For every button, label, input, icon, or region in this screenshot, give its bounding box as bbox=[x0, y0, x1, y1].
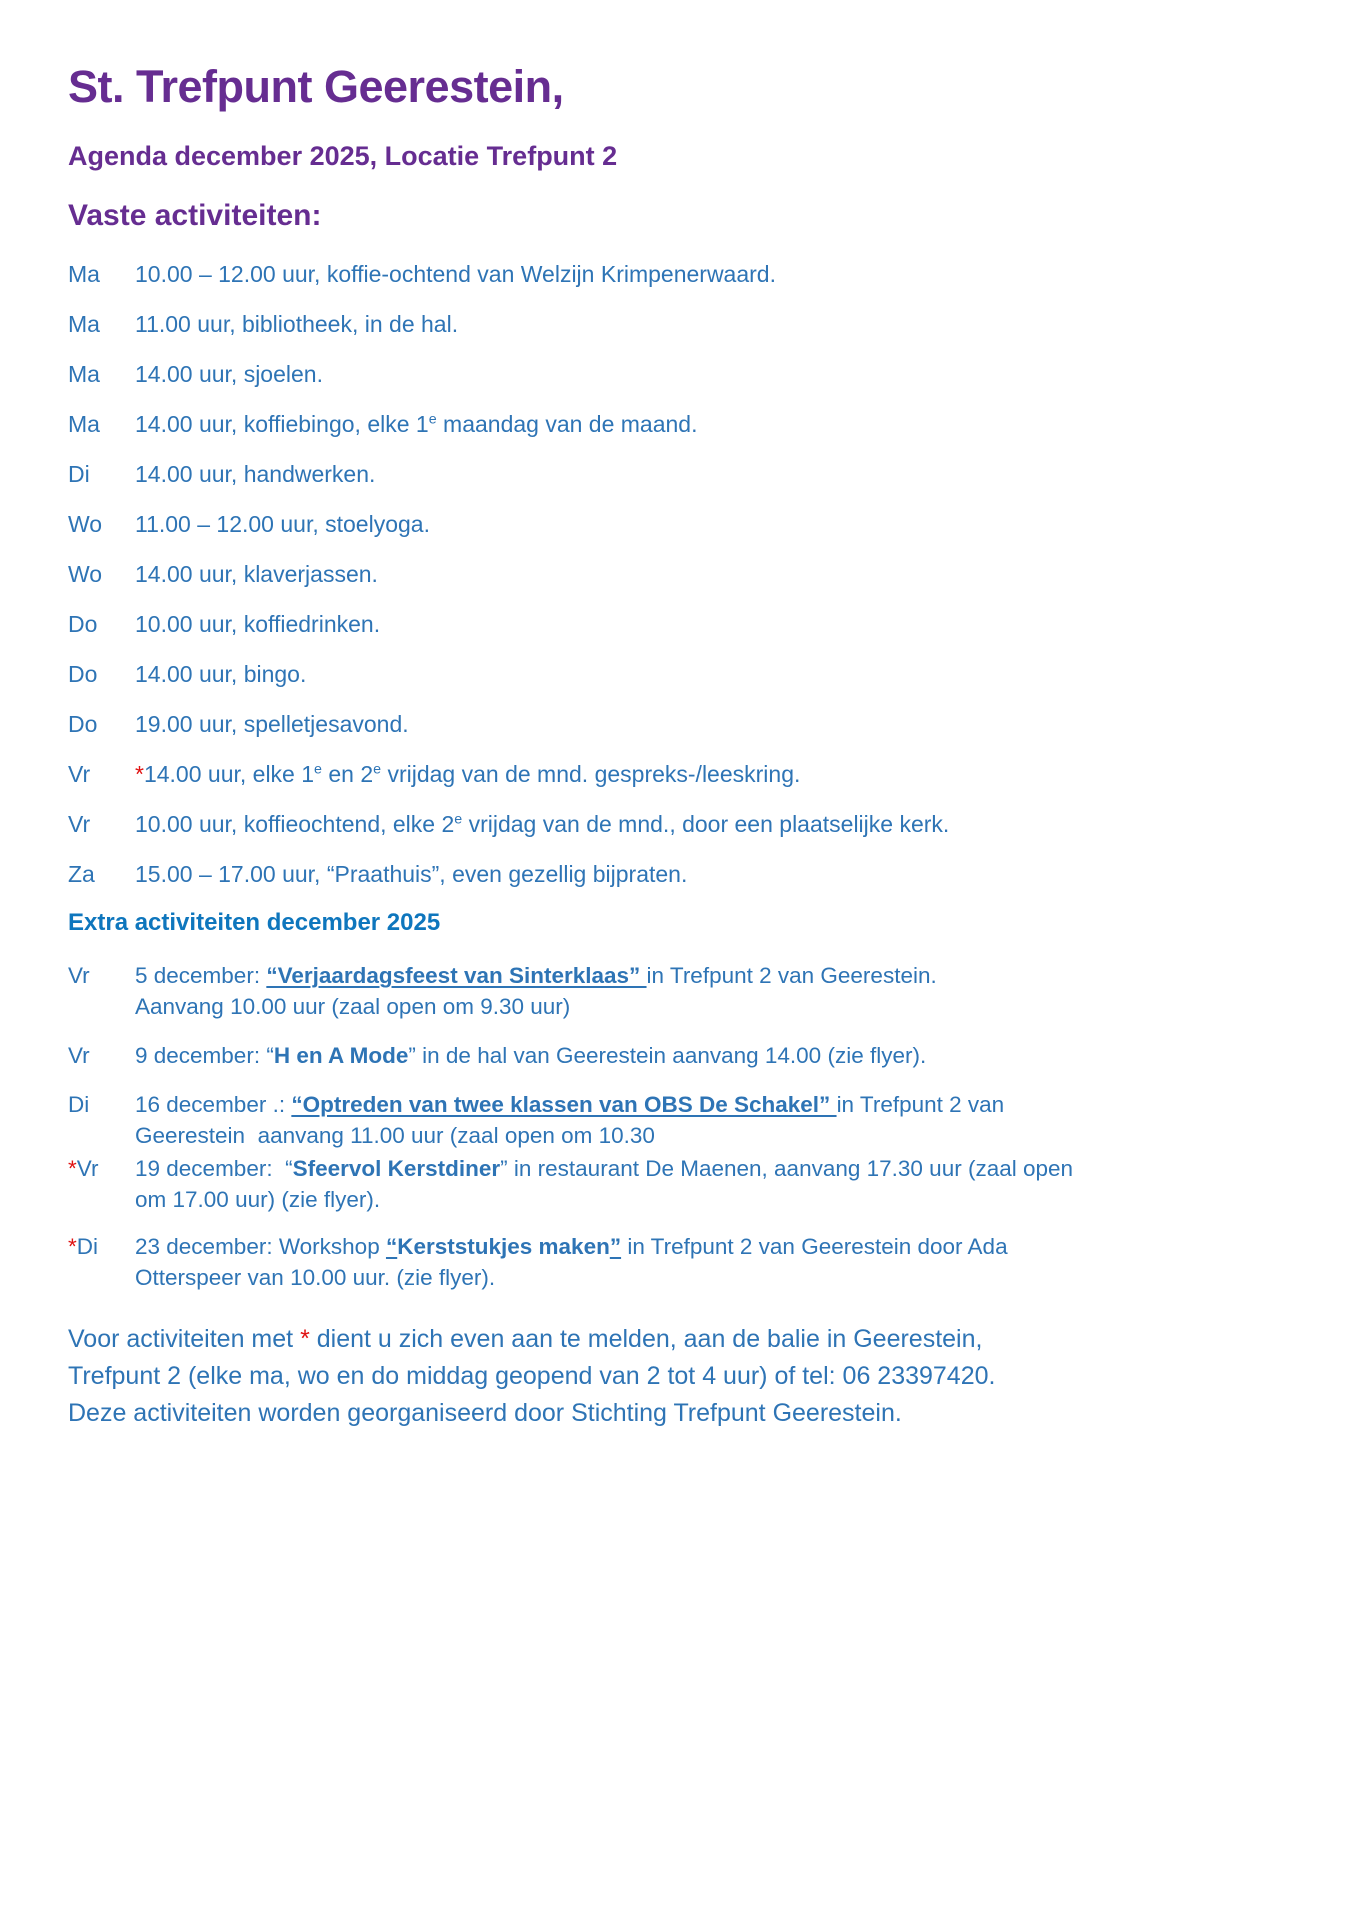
text-segment: ” in de hal van Geerestein aanvang 14.00 (zie flyer). bbox=[408, 1043, 927, 1069]
day-label bbox=[68, 960, 135, 991]
activity-text bbox=[135, 399, 1297, 449]
text-segment: “Optreden van twee klassen van OBS De Schakel” bbox=[291, 1092, 837, 1118]
text-segment: Aanvang 10.00 uur (zaal open om 9.30 uur) bbox=[135, 994, 571, 1020]
text-segment: Do bbox=[68, 611, 98, 638]
text-segment: Vr bbox=[76, 1156, 99, 1182]
activity-row bbox=[68, 649, 1297, 699]
activity-row bbox=[68, 849, 1297, 899]
signup-required-asterisk: * bbox=[135, 761, 144, 788]
text-segment: in Trefpunt 2 van bbox=[836, 1092, 1005, 1118]
activity-text bbox=[135, 699, 1297, 749]
text-segment: Za bbox=[68, 861, 95, 888]
activity-row bbox=[68, 749, 1297, 799]
text-segment: vrijdag van de mnd., door een plaatselijke kerk. bbox=[462, 811, 950, 838]
activity-row bbox=[68, 499, 1297, 549]
activity-row bbox=[68, 399, 1297, 449]
text-segment: Di bbox=[68, 461, 90, 488]
text-segment: Otterspeer van 10.00 uur. (zie flyer). bbox=[135, 1265, 496, 1291]
text-segment: 5 december: bbox=[135, 963, 267, 989]
text-segment: e bbox=[373, 761, 382, 778]
text-segment: dient u zich even aan te melden, aan de balie in Geerestein, bbox=[309, 1325, 983, 1354]
activity-row bbox=[68, 1040, 1297, 1071]
text-segment: Voor activiteiten met bbox=[68, 1325, 301, 1354]
day-label bbox=[68, 749, 135, 799]
activity-text bbox=[135, 1153, 1297, 1215]
day-label bbox=[68, 849, 135, 899]
signup-required-asterisk: * bbox=[68, 1156, 77, 1182]
activity-row bbox=[68, 249, 1297, 299]
activity-text bbox=[135, 449, 1297, 499]
text-segment: Wo bbox=[68, 511, 103, 538]
activity-text bbox=[135, 849, 1297, 899]
day-label bbox=[68, 449, 135, 499]
text-segment: 14.00 uur, koffiebingo, elke 1 bbox=[135, 411, 429, 438]
day-label bbox=[68, 1089, 135, 1120]
text-segment: H en A Mode bbox=[273, 1043, 409, 1069]
day-label bbox=[68, 1040, 135, 1071]
activity-text bbox=[135, 499, 1297, 549]
text-segment: Ma bbox=[68, 311, 100, 338]
day-label bbox=[68, 549, 135, 599]
text-segment: 16 december .: bbox=[135, 1092, 292, 1118]
text-segment: Di bbox=[68, 1092, 90, 1118]
text-segment: 19.00 uur, spelletjesavond. bbox=[135, 711, 409, 738]
day-label bbox=[68, 799, 135, 849]
text-segment: vrijdag van de mnd. gespreks-/leeskring. bbox=[381, 761, 801, 788]
text-segment: Do bbox=[68, 711, 98, 738]
activity-text bbox=[135, 349, 1297, 399]
section-heading-vaste-activiteiten: Vaste activiteiten: bbox=[68, 198, 322, 232]
vaste-activiteiten-list bbox=[68, 249, 1297, 899]
activity-text bbox=[135, 649, 1297, 699]
day-label bbox=[68, 349, 135, 399]
activity-text bbox=[135, 299, 1297, 349]
day-label bbox=[68, 499, 135, 549]
activity-row bbox=[68, 1231, 1297, 1293]
activity-row bbox=[68, 799, 1297, 849]
day-label bbox=[68, 399, 135, 449]
activity-row bbox=[68, 1153, 1297, 1215]
activity-row bbox=[68, 549, 1297, 599]
signup-required-asterisk: * bbox=[68, 1234, 77, 1260]
text-segment: Vr bbox=[68, 811, 91, 838]
signup-required-asterisk: * bbox=[300, 1325, 310, 1354]
text-segment: Do bbox=[68, 661, 98, 688]
text-segment: e bbox=[428, 411, 437, 428]
activity-text bbox=[135, 1231, 1297, 1293]
activity-row bbox=[68, 599, 1297, 649]
text-segment: Di bbox=[76, 1234, 99, 1260]
text-segment: 10.00 uur, koffieochtend, elke 2 bbox=[135, 811, 455, 838]
text-segment: 10.00 uur, koffiedrinken. bbox=[135, 611, 381, 638]
text-segment: om 17.00 uur) (zie flyer). bbox=[135, 1187, 381, 1213]
text-segment: in Trefpunt 2 van Geerestein. bbox=[646, 963, 937, 989]
activity-row bbox=[68, 449, 1297, 499]
text-segment: ” in restaurant De Maenen, aanvang 17.30 uur (zaal open bbox=[500, 1156, 1074, 1182]
text-segment: 9 december: “ bbox=[135, 1043, 274, 1069]
text-segment: Geerestein aanvang 11.00 uur (zaal open om 10.30 bbox=[135, 1123, 655, 1149]
text-segment: Vr bbox=[68, 1043, 90, 1069]
text-segment: Ma bbox=[68, 361, 100, 388]
day-label bbox=[68, 1153, 135, 1184]
text-segment: in Trefpunt 2 van Geerestein door Ada bbox=[621, 1234, 1008, 1260]
activity-text bbox=[135, 249, 1297, 299]
text-segment: 14.00 uur, bingo. bbox=[135, 661, 307, 688]
text-segment: en 2 bbox=[321, 761, 374, 788]
text-segment: 19 december: “ bbox=[135, 1156, 293, 1182]
day-label bbox=[68, 699, 135, 749]
text-segment: Vr bbox=[68, 761, 91, 788]
text-segment: Ma bbox=[68, 261, 100, 288]
text-segment: 10.00 – 12.00 uur, koffie-ochtend van Welzijn Krimpenerwaard. bbox=[135, 261, 776, 288]
activity-row bbox=[68, 699, 1297, 749]
activity-text bbox=[135, 960, 1297, 1022]
document-subtitle: Agenda december 2025, Locatie Trefpunt 2 bbox=[68, 141, 618, 172]
activity-row bbox=[68, 960, 1297, 1022]
activity-text bbox=[135, 1040, 1297, 1071]
activity-row bbox=[68, 299, 1297, 349]
text-segment: 14.00 uur, elke 1 bbox=[143, 761, 315, 788]
text-segment: ” bbox=[609, 1234, 622, 1260]
text-segment: Ma bbox=[68, 411, 100, 438]
day-label bbox=[68, 649, 135, 699]
text-segment: Sfeervol Kerstdiner bbox=[292, 1156, 501, 1182]
text-segment: Deze activiteiten worden georganiseerd door Stichting Trefpunt Geerestein. bbox=[68, 1399, 902, 1428]
footer-note bbox=[68, 1321, 1128, 1432]
text-segment: 11.00 – 12.00 uur, stoelyoga. bbox=[135, 511, 430, 538]
text-segment: e bbox=[454, 811, 463, 828]
text-segment: Trefpunt 2 (elke ma, wo en do middag geopend van 2 tot 4 uur) of tel: 06 23397420. bbox=[68, 1362, 996, 1391]
extra-activiteiten-list bbox=[68, 960, 1297, 1293]
text-segment: 14.00 uur, klaverjassen. bbox=[135, 561, 378, 588]
text-segment: Vr bbox=[68, 963, 90, 989]
text-segment: 15.00 – 17.00 uur, “Praathuis”, even gezellig bijpraten. bbox=[135, 861, 688, 888]
activity-text bbox=[135, 549, 1297, 599]
text-segment: maandag van de maand. bbox=[436, 411, 698, 438]
activity-row bbox=[68, 1089, 1297, 1151]
text-segment: 11.00 uur, bibliotheek, in de hal. bbox=[135, 311, 459, 338]
day-label bbox=[68, 249, 135, 299]
text-segment: “ bbox=[385, 1234, 398, 1260]
day-label bbox=[68, 599, 135, 649]
activity-text bbox=[135, 749, 1297, 799]
text-segment: e bbox=[314, 761, 322, 778]
activity-text bbox=[135, 1089, 1297, 1151]
text-segment: “Verjaardagsfeest van Sinterklaas” bbox=[266, 963, 647, 989]
day-label bbox=[68, 1231, 135, 1262]
text-segment: Wo bbox=[68, 561, 103, 588]
document-title: St. Trefpunt Geerestein, bbox=[68, 61, 564, 112]
activity-text bbox=[135, 599, 1297, 649]
day-label bbox=[68, 299, 135, 349]
text-segment: 23 december: Workshop bbox=[135, 1234, 386, 1260]
activity-text bbox=[135, 799, 1297, 849]
section-heading-extra-activiteiten: Extra activiteiten december 2025 bbox=[68, 909, 441, 937]
activity-row bbox=[68, 349, 1297, 399]
text-segment: 14.00 uur, sjoelen. bbox=[135, 361, 323, 388]
text-segment: 14.00 uur, handwerken. bbox=[135, 461, 376, 488]
text-segment: Kerststukjes maken bbox=[397, 1234, 610, 1260]
